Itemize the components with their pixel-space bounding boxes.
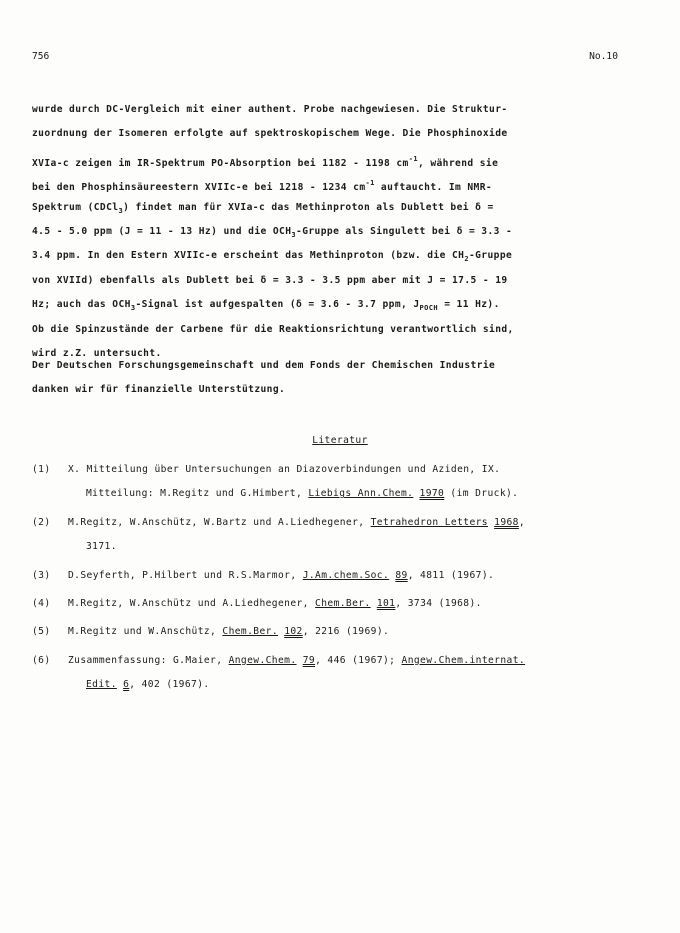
subscript: 3 bbox=[130, 304, 136, 313]
page-number: 756 bbox=[32, 51, 50, 62]
text-run: Mitteilung: M.Regitz und G.Himbert, bbox=[86, 488, 309, 500]
text-run: , 3734 (1968). bbox=[395, 597, 482, 609]
reference-volume: 89 bbox=[395, 569, 408, 581]
text-run: Spektrum (CDCl bbox=[32, 201, 119, 213]
text-run: zuordnung der Isomeren erfolgte auf spektroskopischem Wege. Die Phosphinoxide bbox=[32, 128, 508, 140]
text-line bbox=[32, 98, 617, 122]
reference-item bbox=[32, 511, 632, 560]
text-run: , bbox=[518, 516, 526, 528]
text-run: Ob die Spinzustände der Carbene für die Reaktionsrichtung verantwortlich sind, bbox=[32, 323, 514, 335]
text-line bbox=[32, 378, 617, 402]
text-run: M.Regitz, W.Anschütz und A.Liedhegener, bbox=[68, 597, 316, 609]
literature-heading: Literatur bbox=[312, 435, 368, 446]
text-run: , 2216 (1969). bbox=[302, 626, 390, 638]
reference-number: (3) bbox=[32, 569, 51, 581]
text-run: wurde durch DC-Vergleich mit einer authent. Probe nachgewiesen. Die Struktur- bbox=[32, 104, 508, 115]
text-line bbox=[32, 122, 617, 146]
text-run: , während sie bbox=[417, 157, 499, 169]
reference-list bbox=[32, 458, 632, 702]
text-run: Zusammenfassung: G.Maier, bbox=[68, 654, 229, 666]
reference-volume: 79 bbox=[302, 654, 316, 666]
reference-item bbox=[32, 564, 632, 588]
text-line bbox=[32, 220, 617, 244]
text-line bbox=[32, 171, 617, 195]
superscript: -1 bbox=[408, 154, 418, 163]
journal-title: J.Am.chem.Soc. bbox=[302, 569, 390, 581]
superscript: -1 bbox=[365, 179, 375, 188]
text-run: D.Seyferth, P.Hilbert und R.S.Marmor, bbox=[68, 569, 303, 581]
reference-item bbox=[32, 649, 632, 698]
text-run: bei den Phosphinsäureestern XVIIc-e bei 1218 - 1234 cm bbox=[32, 182, 366, 194]
reference-volume: 102 bbox=[284, 626, 303, 638]
text-line bbox=[32, 244, 617, 268]
reference-number: (5) bbox=[32, 626, 51, 638]
text-run: danken wir für finanzielle Unterstützung. bbox=[32, 384, 286, 396]
text-run: XVIa-c zeigen im IR-Spektrum PO-Absorption bei 1182 - 1198 cm bbox=[32, 157, 409, 169]
text-run: , 4811 (1967). bbox=[407, 569, 495, 581]
text-run: , 446 (1967); bbox=[315, 654, 402, 666]
text-run: (im Druck). bbox=[444, 488, 519, 500]
reference-number: (4) bbox=[32, 597, 51, 609]
journal-title: Angew.Chem. bbox=[228, 654, 297, 666]
body-paragraph bbox=[32, 98, 617, 366]
text-run: M.Regitz und W.Anschütz, bbox=[68, 626, 223, 638]
reference-number: (6) bbox=[32, 654, 51, 666]
page-header bbox=[32, 51, 618, 65]
acknowledgement-paragraph bbox=[32, 354, 617, 403]
reference-year: 1970 bbox=[419, 488, 445, 500]
text-run: 3171. bbox=[86, 541, 117, 553]
text-run: von XVIId) ebenfalls als Dublett bei δ = 3.3 - 3.5 ppm aber mit J = 17.5 - 19 bbox=[32, 274, 508, 286]
subscript: POCH bbox=[419, 304, 439, 313]
text-line bbox=[32, 269, 617, 293]
reference-number: (1) bbox=[32, 464, 51, 475]
text-run: 4.5 - 5.0 ppm (J = 11 - 13 Hz) und die OCH bbox=[32, 225, 292, 237]
reference-volume: 101 bbox=[376, 597, 396, 609]
journal-title: Tetrahedron Letters bbox=[370, 516, 488, 528]
subscript: 3 bbox=[291, 230, 297, 239]
reference-item bbox=[32, 620, 632, 644]
reference-item bbox=[32, 592, 632, 616]
journal-title: Chem.Ber. bbox=[315, 597, 371, 609]
text-run: wird z.Z. untersucht. bbox=[32, 347, 162, 359]
reference-item bbox=[32, 458, 632, 507]
text-run: = 11 Hz). bbox=[438, 299, 500, 311]
text-run: -Signal ist aufgespalten (δ = 3.6 - 3.7 ppm, J bbox=[135, 299, 420, 311]
text-run: ) findet man für XVIa-c das Methinproton als Dublett bei δ = bbox=[123, 201, 494, 213]
subscript: 3 bbox=[118, 206, 124, 215]
text-run: -Gruppe als Singulett bei δ = 3.3 - bbox=[296, 225, 513, 237]
journal-title: Edit. bbox=[86, 679, 117, 691]
text-run: 3.4 ppm. In den Estern XVIIc-e erscheint das Methinproton (bzw. die CH bbox=[32, 250, 465, 262]
text-line bbox=[32, 354, 617, 378]
text-line bbox=[32, 293, 617, 317]
journal-title: Chem.Ber. bbox=[222, 626, 278, 638]
reference-number: (2) bbox=[32, 516, 51, 528]
text-run: X. Mitteilung über Untersuchungen an Diazoverbindungen und Aziden, IX. bbox=[68, 464, 501, 475]
text-line bbox=[32, 147, 617, 171]
text-run: auftaucht. Im NMR- bbox=[374, 182, 493, 194]
subscript: 2 bbox=[464, 255, 469, 264]
text-run: Hz; auch das OCH bbox=[32, 299, 131, 311]
journal-issue-ref: No.10 bbox=[589, 51, 618, 62]
text-run: , 402 (1967). bbox=[129, 679, 210, 691]
journal-title: Angew.Chem.internat. bbox=[401, 654, 526, 666]
text-line bbox=[32, 196, 617, 220]
text-run: Der Deutschen Forschungsgemeinschaft und dem Fonds der Chemischen Industrie bbox=[32, 360, 496, 371]
reference-volume: 6 bbox=[123, 679, 130, 691]
text-run: -Gruppe bbox=[468, 250, 513, 262]
journal-title: Liebigs Ann.Chem. bbox=[308, 488, 414, 500]
text-run: M.Regitz, W.Anschütz, W.Bartz und A.Liedhegener, bbox=[68, 516, 371, 528]
text-line bbox=[32, 318, 617, 342]
reference-year: 1968 bbox=[494, 516, 519, 528]
